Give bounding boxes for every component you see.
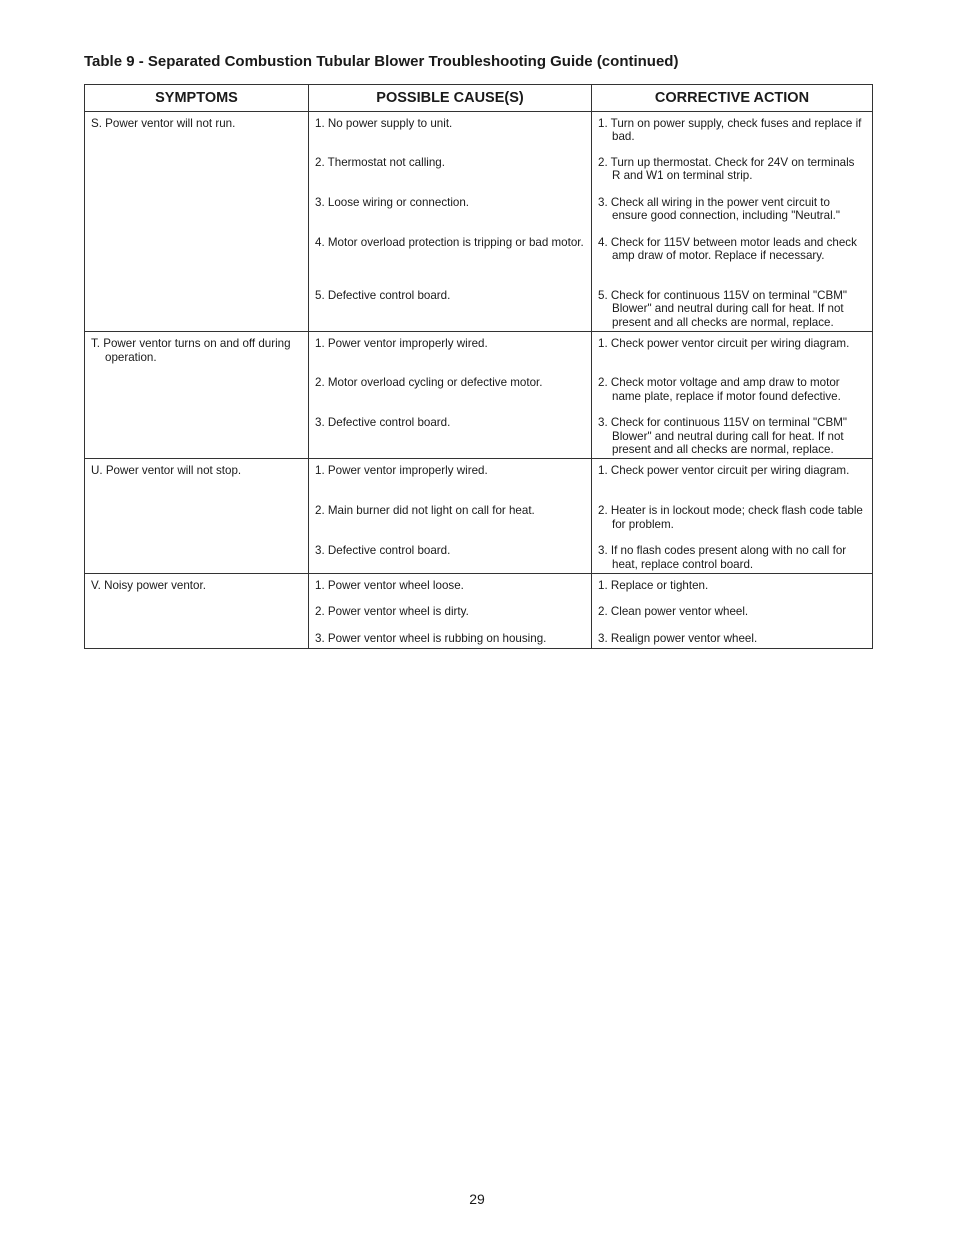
cause-item: 2. Motor overload cycling or defective motor.	[315, 376, 543, 390]
table-row	[85, 459, 873, 574]
cause-item: 1. Power ventor wheel loose.	[315, 579, 464, 593]
actions-cell	[592, 332, 873, 459]
actions-cell	[592, 574, 873, 648]
cause-item: 3. Loose wiring or connection.	[315, 196, 470, 209]
action-item: 2. Heater is in lockout mode; check flash code table for problem.	[598, 504, 863, 531]
header-actions: CORRECTIVE ACTION	[592, 85, 873, 112]
header-row	[85, 85, 873, 112]
troubleshooting-table	[84, 84, 873, 649]
cause-item: 2. Thermostat not calling.	[315, 156, 445, 169]
symptom-text: V. Noisy power ventor.	[91, 579, 206, 593]
causes-cell	[309, 112, 592, 332]
cause-item: 3. Defective control board.	[315, 416, 451, 430]
action-item: 3. Check all wiring in the power vent circuit to ensure good connection, including "Neutral."	[598, 196, 841, 223]
cause-item: 1. Power ventor improperly wired.	[315, 337, 488, 351]
action-item: 2. Clean power ventor wheel.	[598, 605, 749, 619]
table-row	[85, 574, 873, 648]
causes-cell	[309, 459, 592, 574]
action-item: 1. Check power ventor circuit per wiring diagram.	[598, 464, 850, 478]
action-item: 2. Check motor voltage and amp draw to motor name plate, replace if motor found defective.	[598, 376, 841, 403]
action-item: 3. If no flash codes present along with no call for heat, replace control board.	[598, 544, 847, 571]
header-causes: POSSIBLE CAUSE(S)	[309, 85, 592, 112]
symptom-cell	[85, 459, 309, 574]
header-symptoms: SYMPTOMS	[85, 85, 309, 112]
action-item: 2. Turn up thermostat. Check for 24V on terminals R and W1 on terminal strip.	[598, 156, 855, 183]
page-number: 29	[469, 1191, 485, 1207]
action-item: 3. Check for continuous 115V on terminal "CBM" Blower" and neutral during call for heat. If not present and all checks are normal, replace.	[598, 416, 848, 457]
action-item: 1. Replace or tighten.	[598, 579, 709, 593]
cause-item: 4. Motor overload protection is tripping or bad motor.	[315, 236, 584, 249]
cause-item: 3. Power ventor wheel is rubbing on housing.	[315, 632, 547, 646]
cause-item: 5. Defective control board.	[315, 289, 451, 302]
table-row	[85, 332, 873, 459]
action-item: 1. Check power ventor circuit per wiring diagram.	[598, 337, 850, 351]
symptom-text: S. Power ventor will not run.	[91, 117, 236, 130]
cause-item: 3. Defective control board.	[315, 544, 451, 558]
actions-cell	[592, 112, 873, 332]
causes-cell	[309, 332, 592, 459]
symptom-cell	[85, 332, 309, 459]
cause-item: 2. Power ventor wheel is dirty.	[315, 605, 469, 619]
table-row	[85, 112, 873, 332]
causes-cell	[309, 574, 592, 648]
cause-item: 1. No power supply to unit.	[315, 117, 453, 130]
cause-item: 1. Power ventor improperly wired.	[315, 464, 488, 478]
action-item: 1. Turn on power supply, check fuses and replace if bad.	[598, 117, 862, 144]
symptom-cell	[85, 112, 309, 332]
action-item: 3. Realign power ventor wheel.	[598, 632, 758, 646]
symptom-text: U. Power ventor will not stop.	[91, 464, 242, 478]
page-title: Table 9 - Separated Combustion Tubular Blower Troubleshooting Guide (continued)	[84, 53, 679, 70]
symptom-text: T. Power ventor turns on and off during operation.	[91, 337, 291, 364]
cause-item: 2. Main burner did not light on call for heat.	[315, 504, 535, 518]
actions-cell	[592, 459, 873, 574]
action-item: 4. Check for 115V between motor leads and check amp draw of motor. Replace if necessary.	[598, 236, 857, 263]
action-item: 5. Check for continuous 115V on terminal "CBM" Blower" and neutral during call for heat. If not present and all checks are normal, replace.	[598, 289, 848, 329]
symptom-cell	[85, 574, 309, 648]
